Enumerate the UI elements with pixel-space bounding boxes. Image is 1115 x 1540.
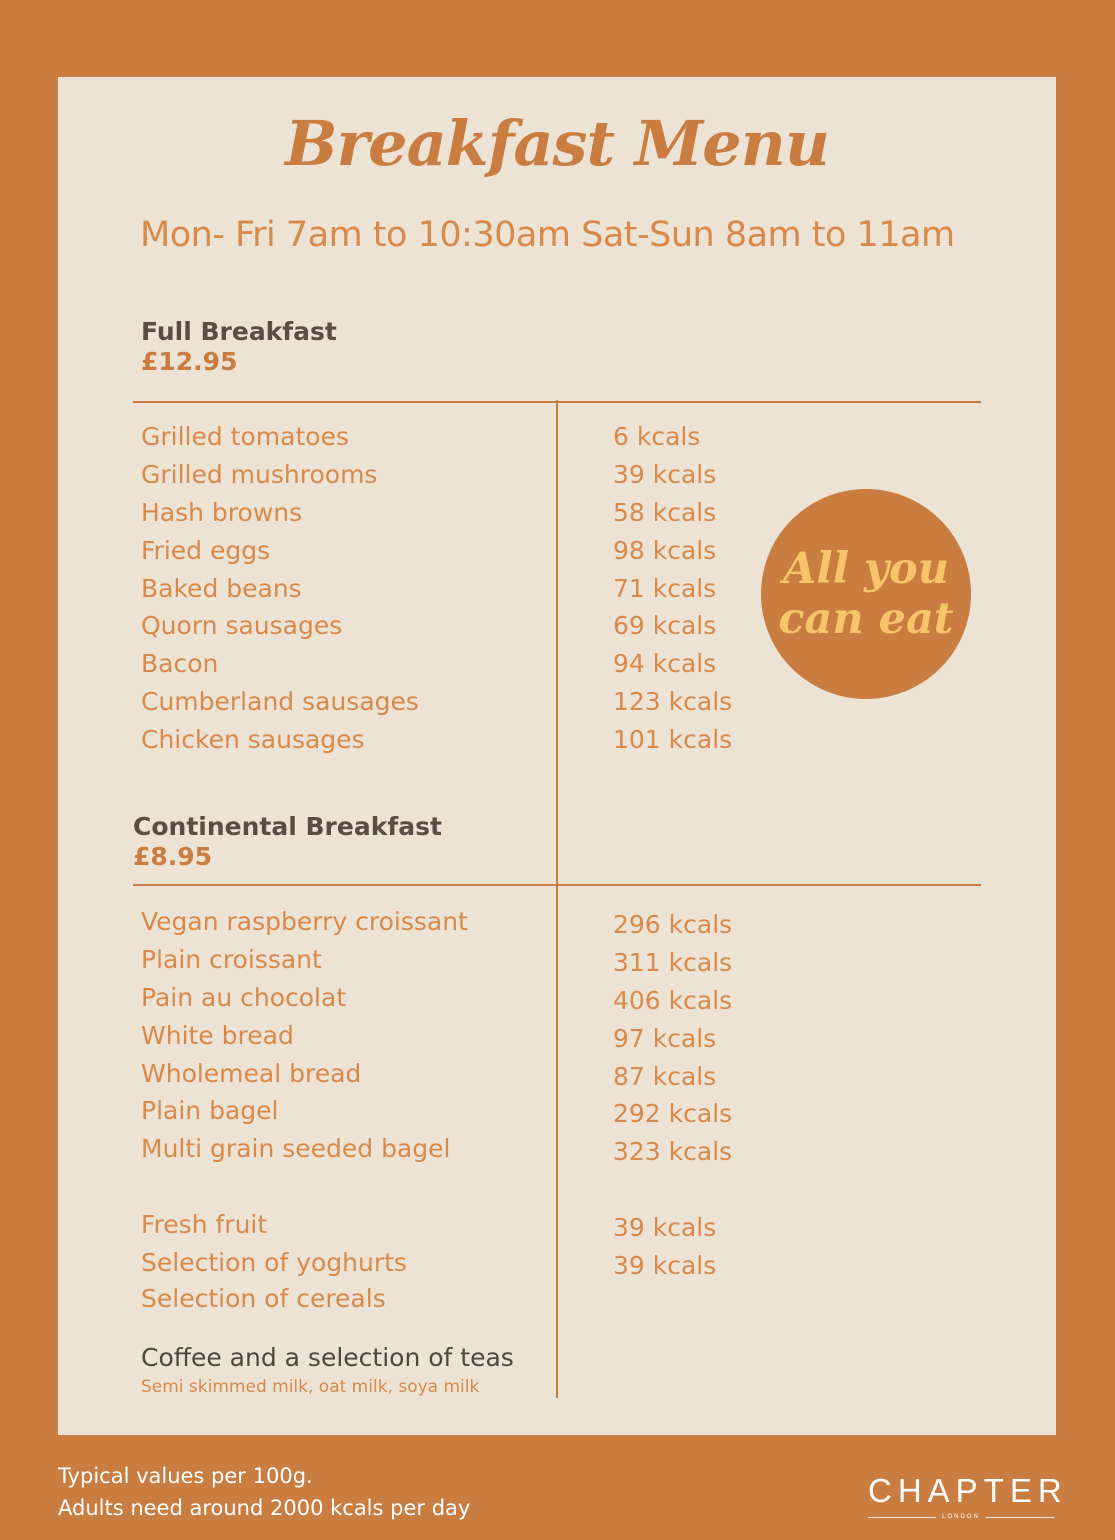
full-breakfast-kcals	[613, 418, 732, 759]
full-breakfast-heading: Full Breakfast	[141, 317, 337, 346]
milk-options: Semi skimmed milk, oat milk, soya milk	[141, 1377, 480, 1397]
badge-line-2: can eat	[778, 594, 954, 644]
kcal-value: 97 kcals	[613, 1023, 717, 1053]
logo-rule-right	[986, 1517, 1054, 1518]
kcal-value: 6 kcals	[613, 422, 701, 451]
menu-card	[58, 77, 1056, 1435]
continental-extras	[141, 1206, 407, 1315]
logo-sub-text: LONDON	[942, 1514, 980, 1520]
list-item: Plain bagel	[141, 1096, 279, 1126]
coffee-and-teas: Coffee and a selection of teas	[141, 1343, 514, 1372]
opening-hours: Mon- Fri 7am to 10:30am Sat-Sun 8am to 11am	[140, 215, 955, 255]
kcal-value: 406 kcals	[613, 985, 733, 1015]
continental-breakfast-price: £8.95	[133, 842, 213, 871]
list-item: Fried eggs	[141, 535, 271, 565]
kcal-value: 39 kcals	[613, 1250, 717, 1280]
all-you-can-eat-badge	[761, 489, 971, 699]
kcal-value: 69 kcals	[613, 611, 717, 641]
kcal-value: 296 kcals	[613, 910, 733, 939]
kcal-value: 311 kcals	[613, 947, 733, 977]
kcal-value: 323 kcals	[613, 1137, 733, 1167]
continental-extras-kcals	[613, 1209, 716, 1285]
list-item: Selection of cereals	[141, 1283, 386, 1313]
kcal-value: 39 kcals	[613, 459, 717, 489]
column-divider	[556, 400, 558, 1398]
continental-breakfast-items	[141, 903, 468, 1168]
list-item: Quorn sausages	[141, 611, 343, 641]
kcal-value: 123 kcals	[613, 687, 733, 717]
kcal-value: 94 kcals	[613, 649, 717, 679]
list-item: Selection of yoghurts	[141, 1247, 407, 1277]
list-item: Wholemeal bread	[141, 1058, 362, 1088]
list-item: White bread	[141, 1020, 294, 1050]
full-breakfast-price: £12.95	[141, 347, 238, 376]
list-item: Plain croissant	[141, 944, 322, 974]
kcal-value: 71 kcals	[613, 573, 717, 603]
kcal-value: 101 kcals	[613, 725, 733, 755]
footer-note-typical-values: Typical values per 100g.	[58, 1464, 313, 1488]
continental-breakfast-heading: Continental Breakfast	[133, 812, 442, 841]
kcal-value: 98 kcals	[613, 535, 717, 565]
chapter-logo-sub	[868, 1511, 1054, 1523]
kcal-value: 39 kcals	[613, 1213, 717, 1242]
list-item: Pain au chocolat	[141, 982, 347, 1012]
kcal-value: 58 kcals	[613, 497, 717, 527]
list-item: Vegan raspberry croissant	[141, 907, 468, 936]
list-item: Fresh fruit	[141, 1210, 268, 1239]
badge-line-1: All you	[783, 544, 949, 594]
list-item: Baked beans	[141, 573, 302, 603]
list-item: Hash browns	[141, 497, 303, 527]
kcal-value: 292 kcals	[613, 1099, 733, 1129]
list-item: Chicken sausages	[141, 725, 365, 755]
list-item: Grilled tomatoes	[141, 422, 349, 451]
chapter-logo: CHAPTER	[868, 1472, 1068, 1509]
kcal-value: 87 kcals	[613, 1061, 717, 1091]
list-item: Grilled mushrooms	[141, 459, 378, 489]
list-item: Bacon	[141, 649, 219, 679]
menu-title: Breakfast Menu	[285, 107, 829, 180]
list-item: Multi grain seeded bagel	[141, 1134, 451, 1164]
full-breakfast-items	[141, 418, 419, 759]
continental-breakfast-kcals	[613, 906, 732, 1171]
logo-rule-left	[868, 1517, 936, 1518]
footer-note-daily-intake: Adults need around 2000 kcals per day	[58, 1496, 471, 1520]
list-item: Cumberland sausages	[141, 687, 419, 717]
